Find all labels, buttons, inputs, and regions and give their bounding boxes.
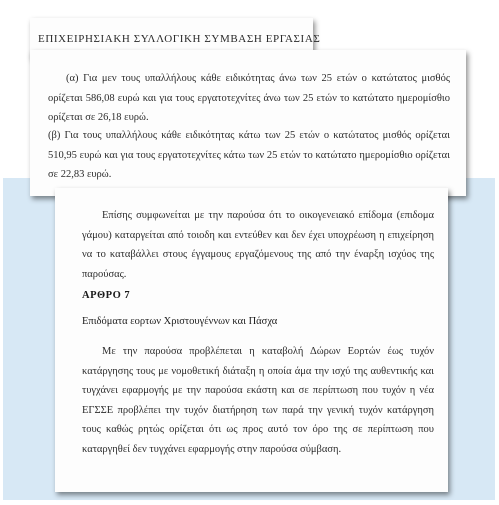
article-subject: Επιδόματα εορτων Χριστουγέννων και Πάσχα bbox=[82, 316, 278, 327]
document-heading: ΕΠΙΧΕΙΡΗΣΙΑΚΗ ΣΥΛΛΟΓΙΚΗ ΣΥΜΒΑΣΗ ΕΡΓΑΣΙΑΣ bbox=[38, 33, 321, 45]
clause-b-paragraph: (β) Για τους υπαλλήλους κάθε ειδικότητας κάτω των 25 ετών ο κατώτατος μισθός ορίζεται 510,95 ευρώ και για τους εργατοτεχνίτες κάτω των 25 ετών το κατώτατο ημερομίσθιο ορίζεται σε 22,83 ευρώ. bbox=[48, 130, 450, 180]
holiday-bonus-paragraph: Με την παρούσα προβλέπεται η καταβολή Δώρων Εορτών έως τυχόν κατάργησης τους με νομοθετική διάταξη η οποία άμα την ισχύ της αυθεντικής και τυγχάνει εφαρμογής με την παρούσα εκάστη και σε περίπτωση που τυχόν η νέα ΕΓΣΣΕ προβλέπει την τυχόν διατήρηση των παρά την γενική τυχόν κατάργηση τους καθώς ρητώς ορίζεται ότι ως προς αυτό τον όρο της σε περίπτωση που καταργηθεί δεν τυγχάνει εφαρμογής στην παρούσα σύμβαση. bbox=[82, 346, 434, 455]
allowance-notice-paragraph: Επίσης συμφωνείται με την παρούσα ότι το οικογενειακό επίδομα (επιδομα γάμου) καταργείται από τοιοδη και εντεύθεν και δεν έχει υποχρέωση η επιχείρηση να το καταβάλλει στους έγγαμους εργαζόμενους της από την έναρξη ισχύος της παρούσας. bbox=[82, 210, 434, 280]
torn-edge-bottom bbox=[55, 478, 448, 494]
article-title: ΑΡΘΡΟ 7 bbox=[82, 290, 131, 301]
clause-a-paragraph: (α) Για μεν τους υπαλλήλους κάθε ειδικότητας άνω των 25 ετών ο κατώτατος μισθός ορίζεται 586,08 ευρώ και για τους εργατοτεχνίτες άνω των 25 ετών το κατώτατο ημερομίσθιο ορίζεται σε 26,18 ευρώ. bbox=[48, 73, 450, 123]
